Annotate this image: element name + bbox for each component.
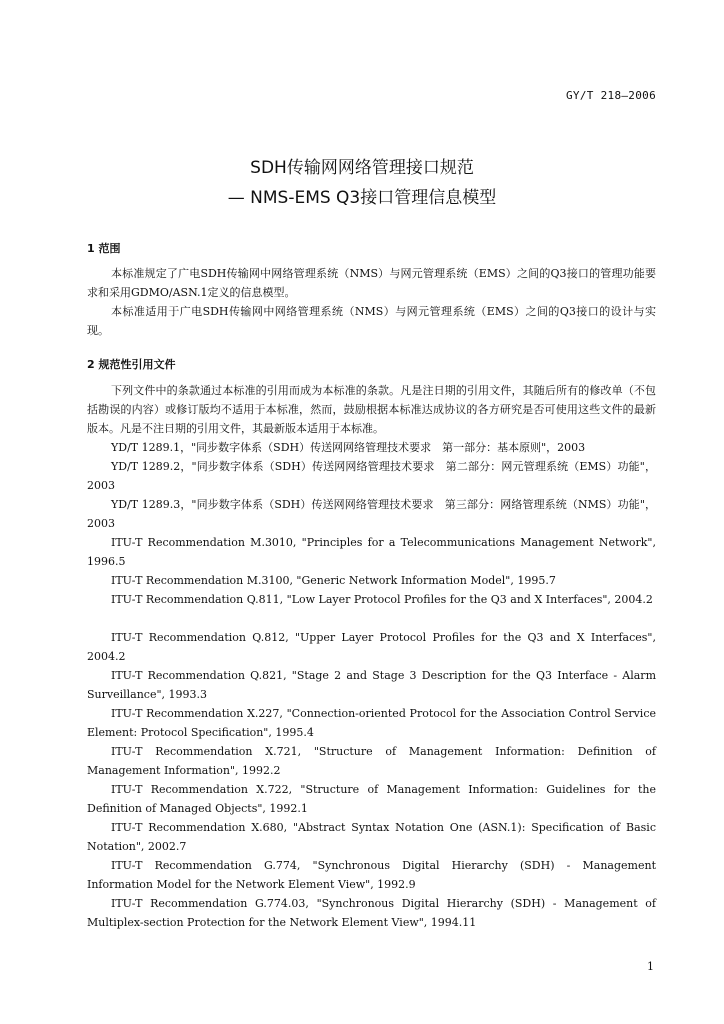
reference-item: ITU-T Recommendation Q.821, "Stage 2 and Stage 3 Description for the Q3 Interface - Alarm Surveillance", 1993.3 — [87, 669, 656, 701]
reference-item: ITU-T Recommendation G.774, "Synchronous Digital Hierarchy (SDH) - Management Information Model for the Network Element View", 1992.9 — [87, 859, 656, 891]
reference-item: ITU-T Recommendation M.3010, "Principles for a Telecommunications Management Network", 1996.5 — [87, 536, 656, 568]
reference-item: YD/T 1289.1，"同步数字体系（SDH）传送网网络管理技术要求 第一部分：基本原则"，2003 — [111, 441, 586, 454]
reference-item: ITU-T Recommendation X.721, "Structure of Management Information: Definition of Management Information", 1992.2 — [87, 745, 656, 777]
document-title: SDH传输网网络管理接口规范 — [250, 158, 474, 178]
reference-item: ITU-T Recommendation Q.811, "Low Layer Protocol Profiles for the Q3 and X Interfaces", 2004.2 — [111, 593, 653, 606]
standard-number: GY/T 218—2006 — [566, 89, 656, 102]
page-number: 1 — [647, 960, 654, 973]
reference-item: YD/T 1289.2，"同步数字体系（SDH）传送网网络管理技术要求 第二部分：网元管理系统（EMS）功能"，2003 — [87, 460, 656, 492]
reference-item: ITU-T Recommendation M.3100, "Generic Network Information Model", 1995.7 — [111, 574, 556, 587]
reference-item: ITU-T Recommendation X.227, "Connection-oriented Protocol for the Association Control Service Element: Protocol Specification", 1995.4 — [87, 707, 656, 739]
reference-item: ITU-T Recommendation X.722, "Structure of Management Information: Guidelines for the Definition of Managed Objects", 1992.1 — [87, 783, 656, 815]
document-subtitle: — NMS-EMS Q3接口管理信息模型 — [227, 188, 497, 208]
section-2-intro: 下列文件中的条款通过本标准的引用而成为本标准的条款。凡是注日期的引用文件，其随后所有的修改单（不包括勘误的内容）或修订版均不适用于本标准，然而，鼓励根据本标准达成协议的各方研究是否可使用这些文件的最新版本。凡是不注日期的引用文件，其最新版本适用于本标准。 — [87, 384, 656, 435]
reference-item: ITU-T Recommendation X.680, "Abstract Syntax Notation One (ASN.1): Specification of Basic Notation", 2002.7 — [87, 821, 656, 853]
section-1-paragraph: 本标准适用于广电SDH传输网中网络管理系统（NMS）与网元管理系统（EMS）之间的Q3接口的设计与实现。 — [87, 305, 656, 337]
reference-item: YD/T 1289.3，"同步数字体系（SDH）传送网网络管理技术要求 第三部分：网络管理系统（NMS）功能"，2003 — [87, 498, 656, 530]
reference-item: ITU-T Recommendation G.774.03, "Synchronous Digital Hierarchy (SDH) - Management of Multiplex-section Protection for the Network Element View", 1994.11 — [87, 897, 656, 929]
section-1-heading: 1 范围 — [87, 242, 121, 255]
reference-item: ITU-T Recommendation Q.812, "Upper Layer Protocol Profiles for the Q3 and X Interfaces", 2004.2 — [87, 631, 656, 663]
section-1-paragraph: 本标准规定了广电SDH传输网中网络管理系统（NMS）与网元管理系统（EMS）之间的Q3接口的管理功能要求和采用GDMO/ASN.1定义的信息模型。 — [87, 267, 656, 299]
section-2-heading: 2 规范性引用文件 — [87, 358, 176, 371]
